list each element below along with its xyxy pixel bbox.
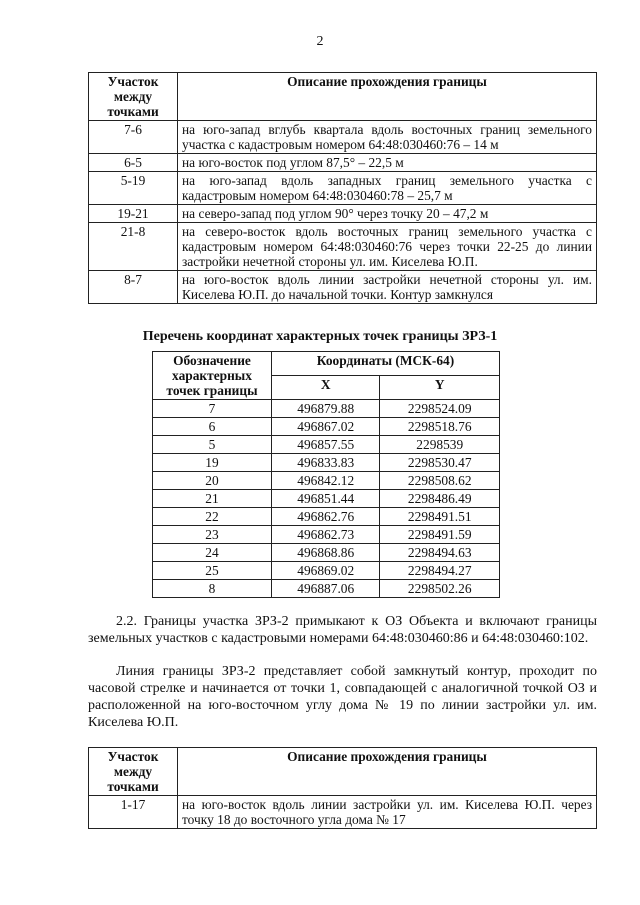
coords-row (153, 436, 500, 454)
x-cell: 496851.44 (272, 490, 380, 508)
header-segment: Участок между точками (89, 748, 178, 796)
x-cell: 496842.12 (272, 472, 380, 490)
y-cell: 2298524.09 (380, 400, 500, 418)
segment-cell: 6-5 (89, 154, 178, 172)
header-x: X (272, 376, 380, 400)
coords-row (153, 472, 500, 490)
coords-row (153, 454, 500, 472)
segment-cell: 5-19 (89, 172, 178, 205)
y-cell: 2298530.47 (380, 454, 500, 472)
table-row (89, 172, 597, 205)
coordinates-section-title: Перечень координат характерных точек границы ЗРЗ-1 (142, 329, 498, 344)
table-header-row (89, 748, 597, 796)
segment-cell: 8-7 (89, 271, 178, 304)
coords-row (153, 580, 500, 598)
table-row (89, 205, 597, 223)
point-cell: 6 (153, 418, 272, 436)
description-cell: на юго-восток вдоль линии застройки нечетной стороны ул. им. Киселева Ю.П. до начальной точки. Контур замкнулся (178, 271, 597, 304)
boundary-description-table-zrz2 (88, 747, 597, 829)
coords-body (153, 400, 500, 598)
coords-row (153, 544, 500, 562)
coords-row (153, 526, 500, 544)
x-cell: 496857.55 (272, 436, 380, 454)
point-cell: 24 (153, 544, 272, 562)
point-cell: 8 (153, 580, 272, 598)
x-cell: 496869.02 (272, 562, 380, 580)
description-cell: на северо-запад под углом 90° через точку 20 – 47,2 м (178, 205, 597, 223)
y-cell: 2298494.63 (380, 544, 500, 562)
x-cell: 496833.83 (272, 454, 380, 472)
table-row (89, 121, 597, 154)
segment-cell: 19-21 (89, 205, 178, 223)
point-cell: 25 (153, 562, 272, 580)
x-cell: 496867.02 (272, 418, 380, 436)
header-segment: Участок между точками (89, 73, 178, 121)
header-description: Описание прохождения границы (178, 73, 597, 121)
header-description: Описание прохождения границы (178, 748, 597, 796)
table-row (89, 796, 597, 829)
point-cell: 20 (153, 472, 272, 490)
header-coordinates: Координаты (МСК-64) (272, 352, 500, 376)
point-cell: 21 (153, 490, 272, 508)
y-cell: 2298539 (380, 436, 500, 454)
description-cell: на юго-восток вдоль линии застройки ул. им. Киселева Ю.П. через точку 18 до восточного угла дома № 17 (178, 796, 597, 829)
boundary-description-table-zrz1 (88, 72, 597, 304)
header-point-designation: Обозначение характерных точек границы (153, 352, 272, 400)
description-cell: на юго-запад вдоль западных границ земельного участка с кадастровым номером 64:48:030460:78 – 25,7 м (178, 172, 597, 205)
description-cell: на северо-восток вдоль восточных границ земельного участка с кадастровым номером 64:48:030460:76 через точки 22-25 до линии застройки нечетной стороны ул. им. Киселева Ю.П. (178, 223, 597, 271)
coords-row (153, 508, 500, 526)
segment-cell: 21-8 (89, 223, 178, 271)
coordinates-table (152, 351, 500, 598)
y-cell: 2298491.51 (380, 508, 500, 526)
table-header-row (89, 73, 597, 121)
x-cell: 496887.06 (272, 580, 380, 598)
point-cell: 22 (153, 508, 272, 526)
coords-row (153, 400, 500, 418)
y-cell: 2298491.59 (380, 526, 500, 544)
x-cell: 496879.88 (272, 400, 380, 418)
segment-cell: 7-6 (89, 121, 178, 154)
paragraph-2-2: 2.2. Границы участка ЗРЗ-2 примыкают к ОЗ Объекта и включают границы земельных участков с кадастровыми номерами 64:48:030460:86 и 64:48:030460:102. (88, 614, 597, 646)
header-y: Y (380, 376, 500, 400)
point-cell: 19 (153, 454, 272, 472)
table-row (89, 223, 597, 271)
x-cell: 496862.73 (272, 526, 380, 544)
paragraph-boundary-line: Линия границы ЗРЗ-2 представляет собой замкнутый контур, проходит по часовой стрелке и начинается от точки 1, совпадающей с аналогичной точкой ОЗ и расположенной на юго-восточном углу дома № 19 по линии застройки ул. им. Киселева Ю.П. (88, 664, 597, 730)
page-number: 2 (316, 34, 324, 49)
x-cell: 496868.86 (272, 544, 380, 562)
description-cell: на юго-восток под углом 87,5° – 22,5 м (178, 154, 597, 172)
coords-row (153, 490, 500, 508)
y-cell: 2298508.62 (380, 472, 500, 490)
table-row (89, 271, 597, 304)
coords-row (153, 418, 500, 436)
x-cell: 496862.76 (272, 508, 380, 526)
segment-cell: 1-17 (89, 796, 178, 829)
y-cell: 2298494.27 (380, 562, 500, 580)
y-cell: 2298518.76 (380, 418, 500, 436)
table-row (89, 154, 597, 172)
point-cell: 5 (153, 436, 272, 454)
description-cell: на юго-запад вглубь квартала вдоль восточных границ земельного участка с кадастровым номером 64:48:030460:76 – 14 м (178, 121, 597, 154)
y-cell: 2298502.26 (380, 580, 500, 598)
point-cell: 7 (153, 400, 272, 418)
point-cell: 23 (153, 526, 272, 544)
coords-header-row (153, 352, 500, 376)
coords-row (153, 562, 500, 580)
y-cell: 2298486.49 (380, 490, 500, 508)
